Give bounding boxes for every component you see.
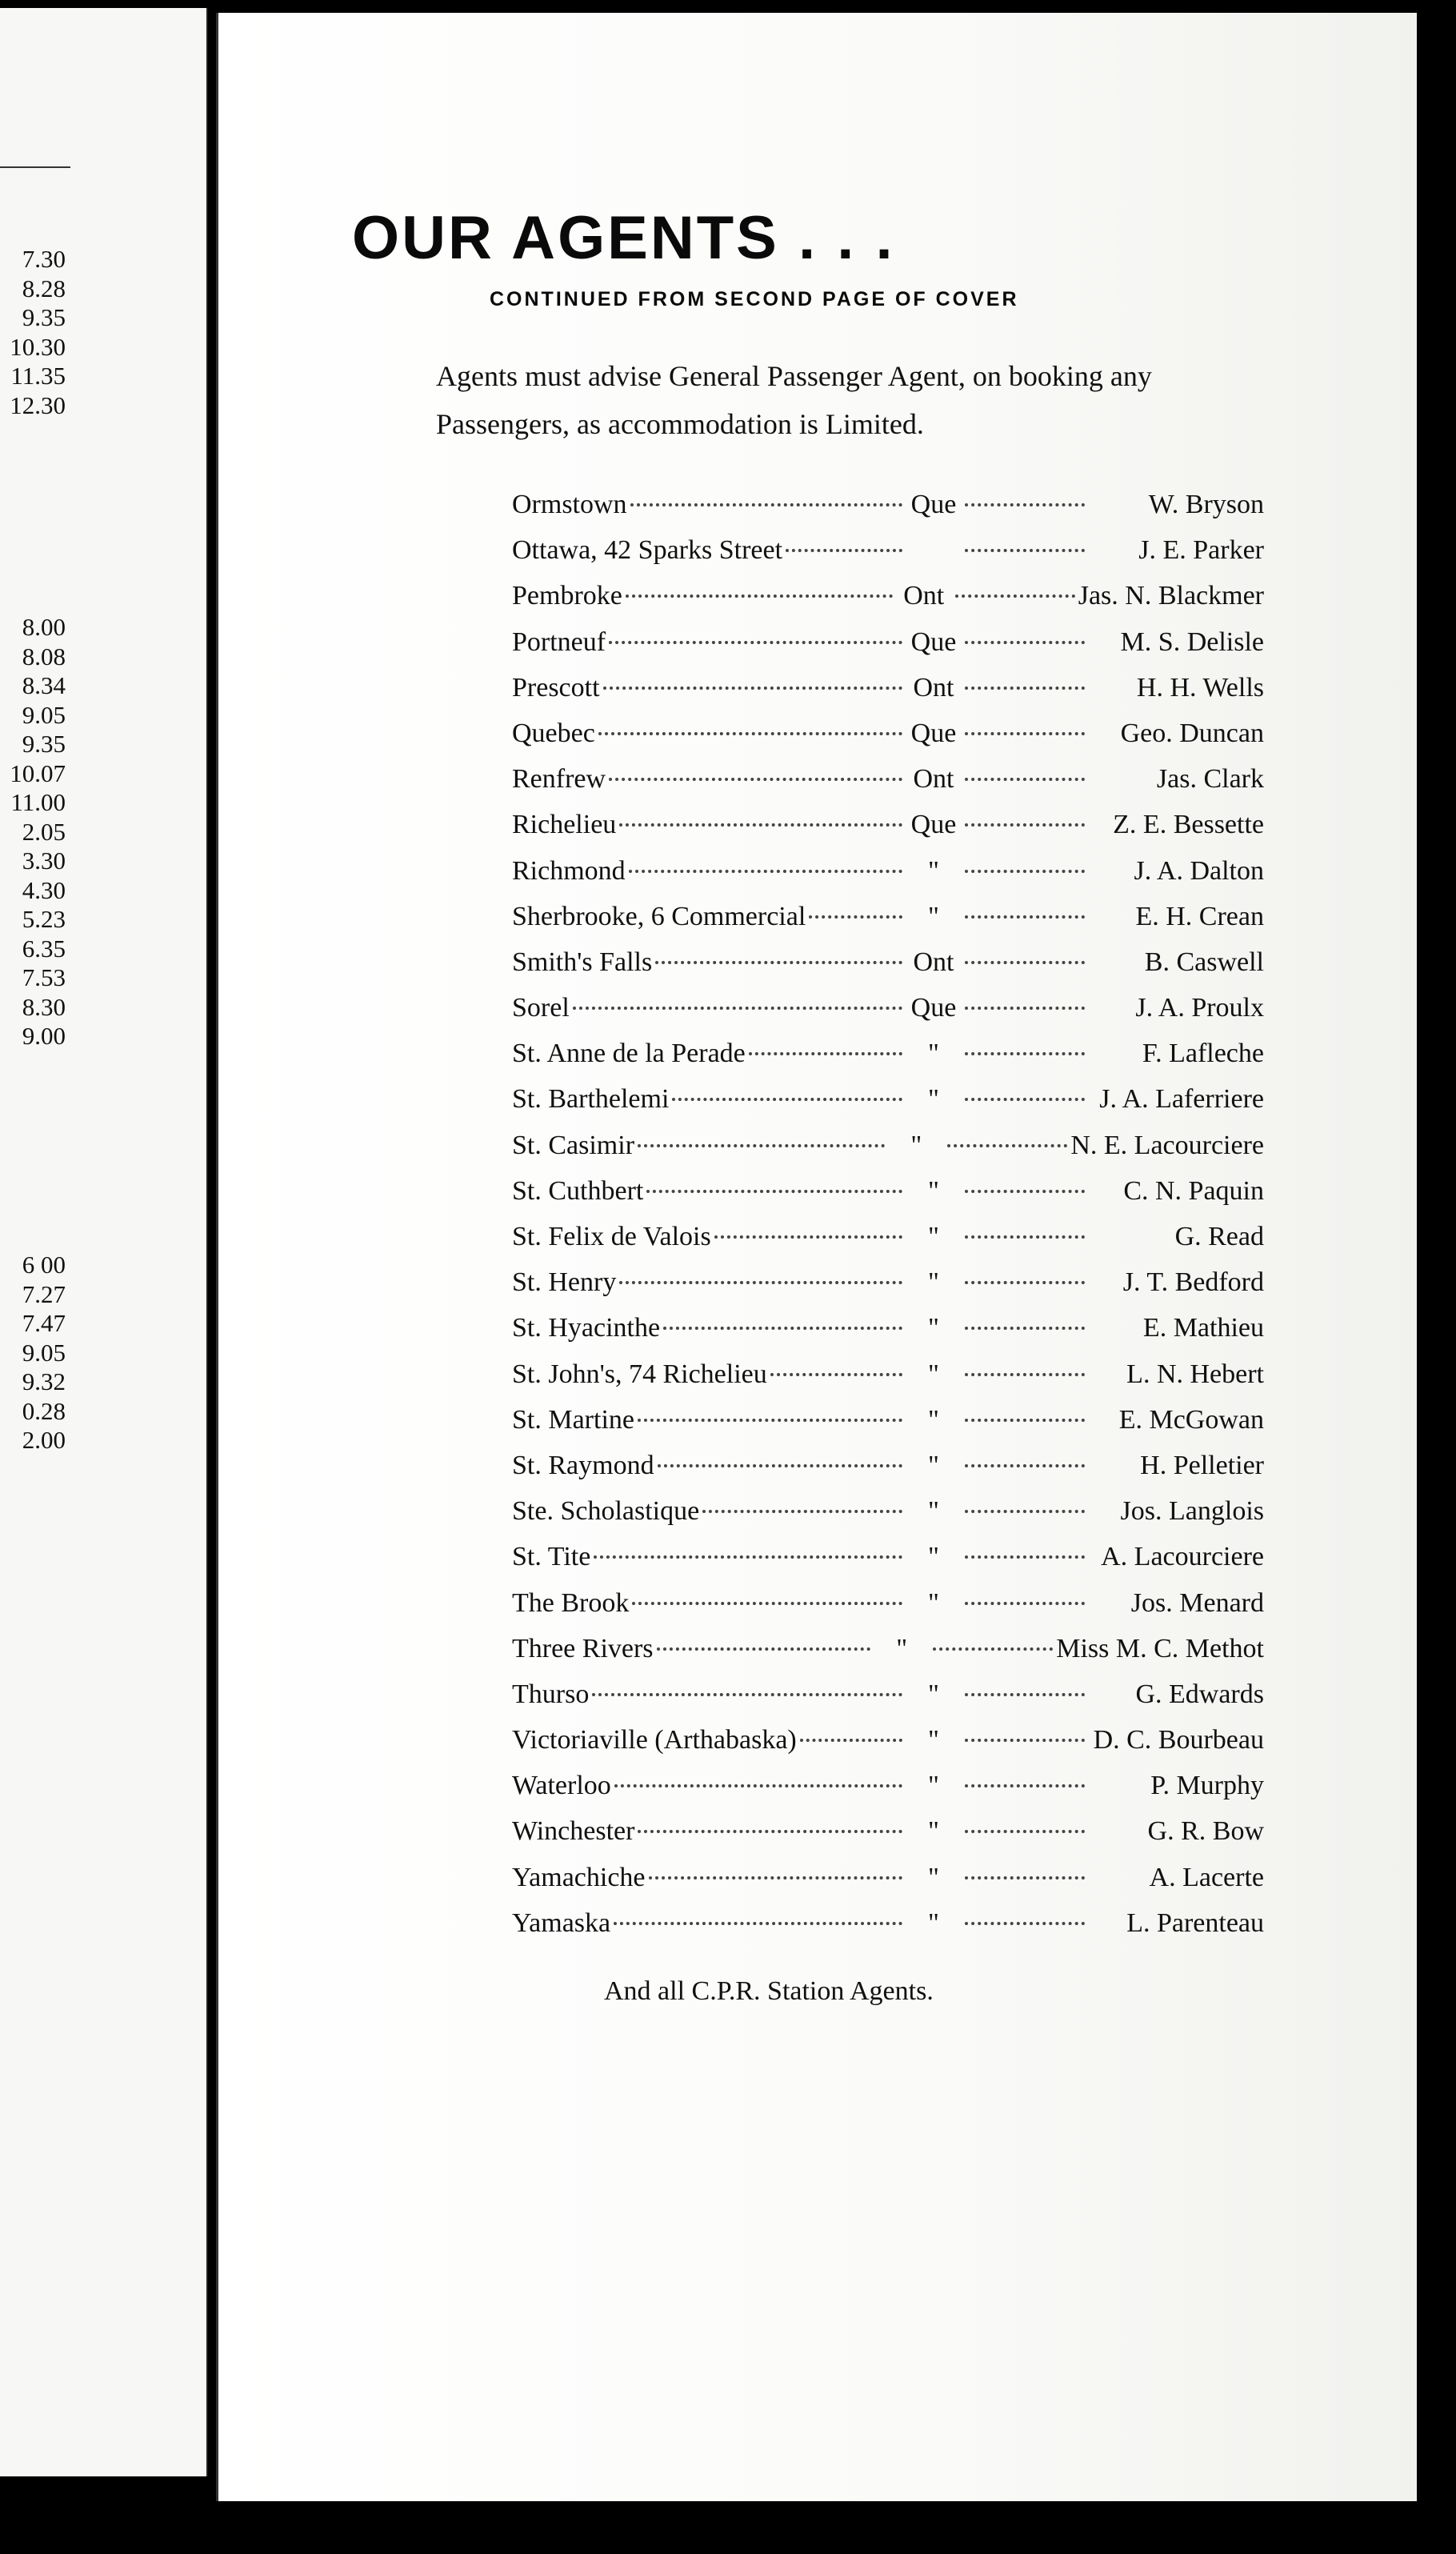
leader-dots [603, 687, 902, 690]
agent-name: J. T. Bedford [1122, 1267, 1264, 1298]
agent-province: " [928, 1267, 939, 1298]
agent-place: Smith's Falls [512, 947, 653, 977]
agent-name: E. McGowan [1118, 1404, 1264, 1435]
agent-row [512, 1359, 1264, 1405]
agent-province: " [928, 1542, 939, 1572]
agent-row [512, 1131, 1264, 1176]
leader-dots [965, 1555, 1085, 1559]
agent-place: Portneuf [512, 626, 606, 657]
agent-place: Sorel [512, 993, 570, 1023]
leader-dots [663, 1327, 902, 1330]
agent-place: The Brook [512, 1587, 630, 1618]
agent-place: St. Tite [512, 1542, 591, 1572]
leader-dots [594, 1555, 902, 1559]
agent-province: " [928, 1175, 939, 1206]
agent-place: St. Raymond [512, 1450, 654, 1480]
leader-dots [965, 870, 1085, 873]
agent-province: " [928, 1222, 939, 1251]
leader-dots [626, 594, 893, 598]
leader-dots [965, 1235, 1085, 1239]
agent-name: J. E. Parker [1138, 535, 1264, 566]
time-entry: 2.00 [22, 1426, 66, 1454]
agent-name: P. Murphy [1150, 1771, 1264, 1801]
agent-name: A. Lacourciere [1101, 1542, 1264, 1572]
agent-place: Winchester [512, 1816, 635, 1847]
leader-dots [965, 1922, 1085, 1925]
leader-dots [965, 1510, 1085, 1513]
agent-name: J. A. Proulx [1135, 993, 1264, 1023]
leader-dots [655, 961, 902, 964]
leader-dots [965, 1190, 1085, 1193]
time-entry: 9.05 [22, 700, 66, 729]
agent-row [512, 1176, 1264, 1222]
agent-name: C. N. Paquin [1123, 1175, 1264, 1206]
agent-place: St. Casimir [512, 1130, 635, 1160]
agent-name: H. H. Wells [1136, 672, 1264, 703]
time-entry: 11.35 [10, 362, 66, 390]
agent-row [512, 1084, 1264, 1130]
agent-row [512, 1313, 1264, 1359]
leader-dots [965, 687, 1085, 690]
agent-place: St. Felix de Valois [512, 1222, 711, 1251]
leader-dots [965, 1602, 1085, 1605]
agent-row [512, 581, 1264, 626]
agent-province: " [928, 1816, 939, 1847]
leader-dots [646, 1190, 902, 1193]
time-entry: 7.53 [22, 963, 66, 991]
agent-province: " [928, 855, 939, 886]
agent-place: Three Rivers [512, 1633, 654, 1663]
time-entry: 7.27 [22, 1279, 66, 1308]
leader-dots [955, 594, 1075, 598]
leader-dots [609, 641, 902, 644]
page-subheading: CONTINUED FROM SECOND PAGE OF COVER [490, 288, 1019, 310]
time-entry: 2.05 [22, 817, 66, 846]
time-entry: 8.34 [22, 671, 66, 699]
agent-row [512, 856, 1264, 902]
agent-province: " [928, 1907, 939, 1938]
agent-name: Jos. Menard [1130, 1587, 1264, 1618]
agent-place: Richmond [512, 855, 626, 886]
leader-dots [965, 1464, 1085, 1467]
agent-name: G. Edwards [1135, 1679, 1264, 1709]
agent-place: Richelieu [512, 810, 617, 840]
agent-place: Yamachiche [512, 1862, 646, 1892]
leader-dots [619, 823, 902, 827]
leader-dots [947, 1144, 1067, 1147]
time-entry: 0.28 [22, 1396, 66, 1425]
time-column-3 [0, 1251, 206, 1455]
agent-row [512, 627, 1264, 673]
agent-row [512, 673, 1264, 719]
time-entry: 3.30 [22, 847, 66, 875]
previous-page-strip [0, 8, 208, 2476]
agent-province: " [928, 1725, 939, 1755]
agent-province: " [928, 1771, 939, 1801]
agent-row [512, 1908, 1264, 1954]
agent-province: " [896, 1633, 908, 1663]
agent-place: St. Henry [512, 1267, 617, 1298]
leader-dots [965, 1007, 1085, 1010]
agent-province: " [928, 1679, 939, 1709]
leader-dots [965, 732, 1085, 735]
time-entry: 8.08 [22, 642, 66, 671]
leader-dots [965, 915, 1085, 919]
agent-place: Waterloo [512, 1771, 611, 1801]
agent-row [512, 1588, 1264, 1634]
agent-name: E. Mathieu [1142, 1313, 1264, 1343]
time-entry: 9.32 [22, 1367, 66, 1395]
agent-row [512, 1405, 1264, 1451]
agent-province: " [928, 1587, 939, 1618]
time-entry: 8.00 [22, 613, 66, 641]
agent-place: Ottawa, 42 Sparks Street [512, 535, 783, 566]
agent-row [512, 1039, 1264, 1084]
time-entry: 9.05 [22, 1338, 66, 1367]
leader-dots [638, 1419, 902, 1422]
time-entry: 9.35 [22, 303, 66, 331]
leader-dots [965, 1098, 1085, 1101]
time-entry: 5.23 [22, 905, 66, 933]
agent-province: Ont [913, 947, 954, 977]
leader-dots [965, 778, 1085, 781]
agent-row [512, 1816, 1264, 1862]
agent-name: Z. E. Bessette [1113, 810, 1264, 840]
agent-name: G. Read [1174, 1222, 1264, 1251]
agent-place: Yamaska [512, 1907, 611, 1938]
leader-dots [592, 1693, 902, 1696]
leader-dots [965, 1281, 1085, 1284]
intro-paragraph: Agents must advise General Passenger Agent, on booking any Passengers, as accommodation is Limited. [436, 360, 1152, 440]
leader-dots [965, 1739, 1085, 1742]
agent-name: Jas. N. Blackmer [1078, 581, 1264, 611]
time-entry: 4.30 [22, 875, 66, 904]
agent-name: W. Bryson [1148, 490, 1264, 519]
leader-dots [965, 961, 1085, 964]
agent-row [512, 1725, 1264, 1771]
leader-dots [598, 732, 902, 735]
leader-dots [614, 1784, 902, 1787]
leader-dots [770, 1373, 902, 1376]
leader-dots [933, 1647, 1053, 1651]
leader-dots [965, 1830, 1085, 1833]
time-entry: 8.28 [22, 274, 66, 302]
time-column-2 [0, 613, 206, 1051]
agent-province: " [928, 1496, 939, 1527]
agent-place: Renfrew [512, 764, 606, 795]
agent-province: Ont [903, 581, 945, 611]
time-entry: 7.30 [22, 245, 66, 273]
agent-place: Thurso [512, 1679, 590, 1709]
agent-province: " [910, 1130, 922, 1160]
agent-place: Ste. Scholastique [512, 1496, 700, 1527]
leader-dots [809, 915, 902, 919]
time-column-1 [0, 245, 206, 420]
leader-dots [657, 1647, 871, 1651]
agent-name: L. Parenteau [1126, 1907, 1264, 1938]
agent-place: St. Cuthbert [512, 1175, 644, 1206]
leader-dots [965, 1876, 1085, 1879]
footer-note: And all C.P.R. Station Agents. [604, 1976, 934, 2006]
agent-row [512, 1222, 1264, 1267]
agent-name: L. N. Hebert [1126, 1359, 1264, 1389]
agent-name: G. R. Bow [1147, 1816, 1264, 1847]
leader-dots [619, 1281, 902, 1284]
time-entry: 11.00 [10, 788, 66, 816]
agent-row [512, 1496, 1264, 1542]
leader-dots [658, 1464, 902, 1467]
agent-place: Quebec [512, 718, 595, 748]
agent-name: J. A. Dalton [1134, 855, 1264, 886]
leader-dots [630, 503, 902, 506]
leader-dots [714, 1235, 902, 1239]
leader-dots [965, 1419, 1085, 1422]
agent-place: St. John's, 74 Richelieu [512, 1359, 767, 1389]
leader-dots [638, 1144, 885, 1147]
agent-row [512, 1634, 1264, 1679]
agent-row [512, 535, 1264, 581]
time-entry: 6.35 [22, 934, 66, 963]
agent-province: " [928, 1404, 939, 1435]
agent-row [512, 1542, 1264, 1587]
leader-dots [786, 549, 902, 552]
leader-dots [965, 823, 1085, 827]
agent-place: Victoriaville (Arthabaska) [512, 1725, 797, 1755]
agent-row [512, 993, 1264, 1039]
time-entry: 12.30 [10, 390, 66, 419]
time-entry: 8.30 [22, 992, 66, 1021]
agent-place: St. Hyacinthe [512, 1313, 661, 1343]
agent-province: " [928, 1039, 939, 1069]
agent-province: " [928, 1359, 939, 1389]
agent-row [512, 1679, 1264, 1725]
agent-row [512, 810, 1264, 855]
agent-list [512, 490, 1264, 1954]
leader-dots [573, 1007, 902, 1010]
agent-place: St. Anne de la Perade [512, 1039, 746, 1069]
agent-name: H. Pelletier [1140, 1450, 1264, 1480]
agent-place: Sherbrooke, 6 Commercial [512, 901, 806, 931]
agent-name: F. Lafleche [1142, 1039, 1264, 1069]
time-entry: 9.35 [22, 730, 66, 758]
leader-dots [749, 1052, 902, 1055]
agent-name: E. H. Crean [1135, 901, 1264, 931]
leader-dots [609, 778, 902, 781]
agent-row [512, 902, 1264, 947]
agent-name: M. S. Delisle [1120, 626, 1264, 657]
leader-dots [638, 1830, 902, 1833]
agent-name: Jas. Clark [1156, 764, 1264, 795]
agent-province: Que [910, 718, 957, 748]
agent-name: Geo. Duncan [1120, 718, 1264, 748]
agent-name: A. Lacerte [1149, 1862, 1264, 1892]
agent-row [512, 1863, 1264, 1908]
agent-province: Que [910, 490, 957, 519]
agent-row [512, 719, 1264, 764]
leader-dots [614, 1922, 902, 1925]
agent-row [512, 490, 1264, 535]
agent-province: " [928, 1450, 939, 1480]
leader-dots [632, 1602, 902, 1605]
agent-name: Miss M. C. Methot [1056, 1633, 1264, 1663]
leader-dots [965, 1052, 1085, 1055]
leader-dots [702, 1510, 902, 1513]
leader-dots [965, 641, 1085, 644]
left-page-rule [0, 166, 70, 168]
agent-province: Ont [913, 764, 954, 795]
time-entry: 10.07 [10, 759, 66, 787]
agent-place: Ormstown [512, 490, 627, 519]
agent-row [512, 1267, 1264, 1313]
agent-province: " [928, 1862, 939, 1892]
agent-place: Pembroke [512, 581, 622, 611]
page-heading: OUR AGENTS . . . [352, 204, 895, 272]
agent-province: Que [910, 810, 957, 840]
time-entry: 10.30 [10, 332, 66, 361]
agent-province: " [928, 901, 939, 931]
leader-dots [965, 549, 1085, 552]
leader-dots [800, 1739, 902, 1742]
agent-province: Ont [913, 672, 954, 703]
leader-dots [965, 1784, 1085, 1787]
leader-dots [672, 1098, 902, 1101]
agent-name: N. E. Lacourciere [1070, 1130, 1264, 1160]
agent-province: Que [910, 993, 957, 1023]
agent-row [512, 1771, 1264, 1816]
agent-row [512, 764, 1264, 810]
agent-row [512, 947, 1264, 993]
agent-name: B. Caswell [1144, 947, 1264, 977]
time-entry: 7.47 [22, 1309, 66, 1337]
agent-place: St. Barthelemi [512, 1084, 670, 1115]
leader-dots [965, 503, 1085, 506]
time-entry: 6 00 [22, 1251, 66, 1279]
agent-row [512, 1451, 1264, 1496]
agent-name: Jos. Langlois [1120, 1496, 1264, 1527]
agent-place: St. Martine [512, 1404, 634, 1435]
agent-name: J. A. Laferriere [1099, 1084, 1264, 1115]
leader-dots [965, 1693, 1085, 1696]
agent-province: " [928, 1084, 939, 1115]
leader-dots [965, 1327, 1085, 1330]
agent-place: Prescott [512, 672, 600, 703]
leader-dots [649, 1876, 903, 1879]
agent-province: " [928, 1313, 939, 1343]
agent-province: Que [910, 626, 957, 657]
time-entry: 9.00 [22, 1022, 66, 1050]
leader-dots [965, 1373, 1085, 1376]
agent-name: D. C. Bourbeau [1093, 1725, 1264, 1755]
leader-dots [629, 870, 902, 873]
